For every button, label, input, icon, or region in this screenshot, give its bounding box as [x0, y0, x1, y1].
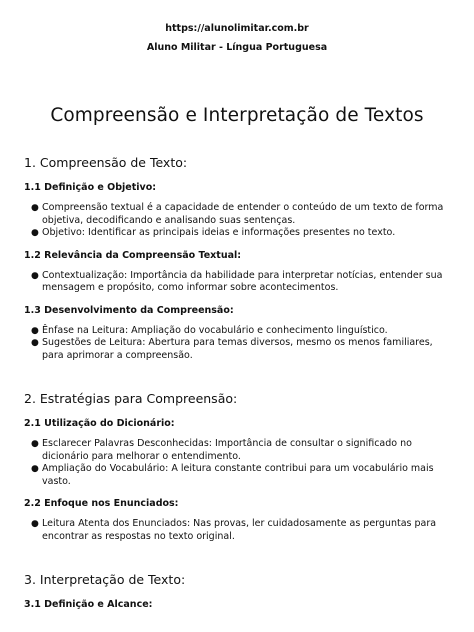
list-item-text: Compreensão textual é a capacidade de entender o conteúdo de um texto de forma objetiva, decodificando e analisando suas sentenças.: [42, 202, 444, 226]
bullet-icon: ●: [31, 338, 39, 348]
list-item: [31, 324, 444, 338]
section-heading: 3. Interpretação de Texto:: [24, 572, 186, 587]
bullet-list: [24, 518, 444, 543]
list-item: [31, 438, 444, 463]
section-spacer: [24, 552, 444, 572]
section-spacer: [24, 371, 444, 391]
bullet-icon: ●: [31, 270, 39, 281]
list-item: [31, 337, 444, 362]
list-item-text: Ampliação do Vocabulário: A leitura constante contribui para um vocabulário mais vasto.: [42, 463, 434, 487]
bullet-list: [24, 325, 444, 363]
subsection-heading: 2.2 Enfoque nos Enunciados:: [24, 498, 179, 509]
list-item: [31, 227, 444, 240]
list-item: [31, 202, 444, 227]
list-item: [31, 463, 444, 488]
subsection-heading: 1.3 Desenvolvimento da Compreensão:: [24, 304, 234, 316]
bullet-icon: ●: [31, 464, 39, 474]
section-heading: 1. Compreensão de Texto:: [24, 155, 188, 170]
list-item-text: Contextualização: Importância da habilidade para interpretar notícias, entender sua mensagem e propósito, como informar sobre acontecimentos.: [42, 269, 443, 293]
section-heading: 2. Estratégias para Compreensão:: [24, 391, 238, 406]
list-item-text: Esclarecer Palavras Desconhecidas: Importância de consultar o significado no dicionário para melhorar o entendimento.: [42, 438, 412, 462]
bullet-list: [24, 202, 444, 240]
bullet-icon: ●: [31, 203, 39, 213]
list-item-text: Objetivo: Identificar as principais ideias e informações presentes no texto.: [42, 227, 396, 238]
list-item-text: Ênfase na Leitura: Ampliação do vocabulário e conhecimento linguístico.: [42, 324, 388, 336]
bullet-icon: ●: [31, 228, 39, 238]
list-item: [31, 269, 444, 295]
header-subtitle: Aluno Militar - Língua Portuguesa: [146, 42, 328, 53]
subsection-heading: 1.1 Definição e Objetivo:: [24, 182, 157, 193]
document-title: Compreensão e Interpretação de Textos: [50, 105, 424, 126]
bullet-icon: ●: [31, 519, 39, 529]
list-item-text: Leitura Atenta dos Enunciados: Nas provas, ler cuidadosamente as perguntas para encontrar as respostas no texto original.: [42, 518, 437, 542]
subsection-heading: 3.1 Definição e Alcance:: [24, 599, 153, 610]
subsection-heading: 1.2 Relevância da Compreensão Textual:: [24, 249, 242, 261]
list-item-text: Sugestões de Leitura: Abertura para temas diversos, mesmo os menos familiares, para aprimorar a compreensão.: [42, 337, 433, 361]
bullet-icon: ●: [31, 325, 39, 336]
list-item: [31, 518, 444, 543]
subsection-heading: 2.1 Utilização do Dicionário:: [24, 418, 175, 429]
bullet-list: [24, 270, 444, 295]
bullet-list: [24, 438, 444, 488]
header-url[interactable]: https://alunolimitar.com.br: [165, 23, 309, 34]
document-body: [24, 155, 444, 619]
bullet-icon: ●: [31, 439, 39, 449]
